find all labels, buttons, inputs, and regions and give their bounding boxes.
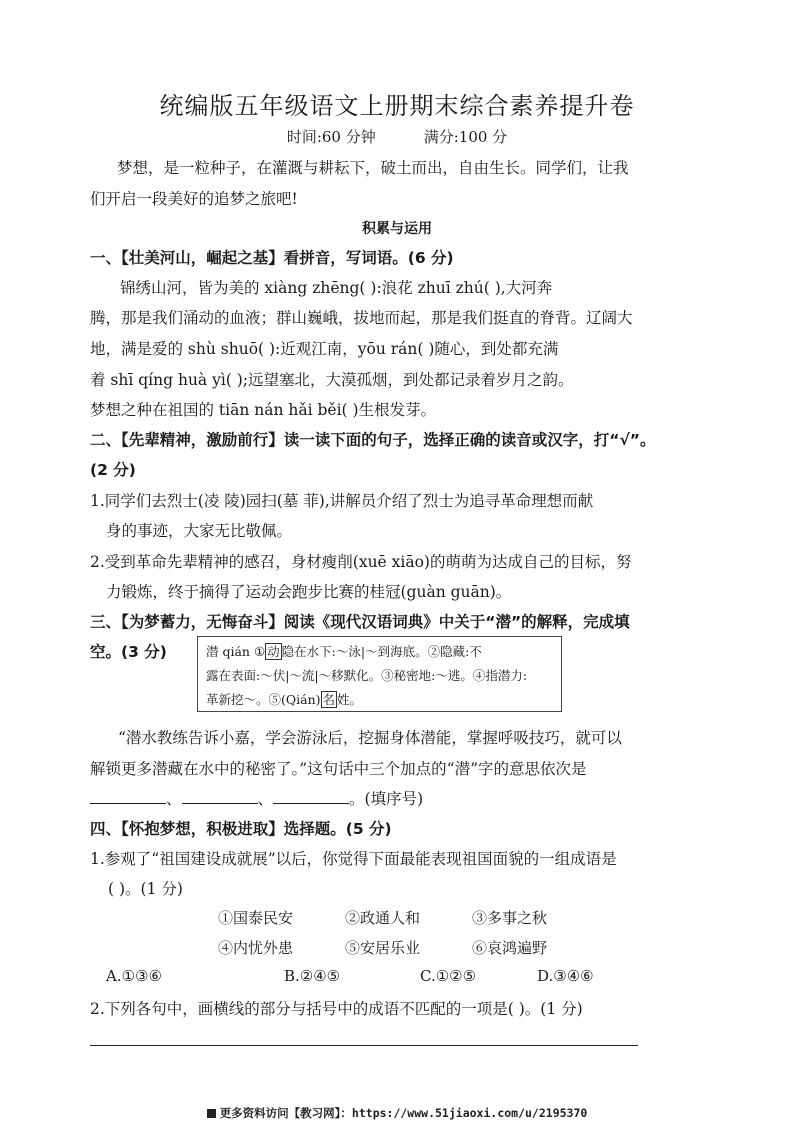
choice-a[interactable]: A.①③⑥ (106, 967, 162, 985)
dict-text: 革新挖～。⑤(Qián) (206, 692, 321, 707)
choice-c[interactable]: C.①②⑤ (420, 967, 477, 985)
q1-line: 着 shī qíng huà yì( );远望塞北，大漠孤烟，到处都记录着岁月之韵。 (90, 371, 574, 389)
pos-tag-noun: 名 (322, 692, 336, 707)
q1-line: 梦想之种在祖国的 tiān nán hǎi běi( )生根发芽。 (90, 401, 437, 419)
flag-icon (207, 1109, 216, 1118)
dict-text: 姓。 (337, 692, 363, 707)
q1-heading: 一、【壮美河山，崛起之基】看拼音，写词语。(6 分) (90, 249, 454, 267)
q2-item: 1.同学们去烈士(凌 陵)园扫(墓 菲),讲解员介绍了烈士为追寻革命理想而献 (90, 492, 594, 510)
q2-heading-score: (2 分) (90, 461, 136, 479)
answer-blank-1[interactable] (90, 789, 166, 804)
q1-line: 腾，那是我们涌动的血液；群山巍峨，拔地而起，那是我们挺直的脊背。辽阔大 (90, 309, 633, 327)
intro-line-2: 们开启一段美好的追梦之旅吧! (90, 190, 298, 208)
intro-line-1: 梦想，是一粒种子，在灌溉与耕耘下，破土而出，自由生长。同学们，让我 (117, 159, 629, 177)
idiom-option: ⑥哀鸿遍野 (472, 939, 548, 957)
idiom-option: ④内忧外患 (218, 939, 294, 957)
footer-link[interactable]: 更多资料访问【教习网】：https://www.51jiaoxi.com/u/2195370 (219, 1106, 588, 1120)
exam-score: 满分:100 分 (423, 128, 508, 146)
dictionary-entry-box (197, 636, 562, 712)
separator: 、 (257, 790, 274, 808)
fill-hint: 。(填序号) (349, 790, 424, 808)
choice-d[interactable]: D.③④⑥ (537, 967, 594, 985)
q3-fill-row (90, 787, 423, 809)
page-title: 统编版五年级语文上册期末综合素养提升卷 (159, 92, 635, 120)
exam-info (0, 126, 794, 147)
footer (0, 1105, 794, 1121)
separator: 、 (166, 790, 182, 808)
q2-item: 2.受到革命先辈精神的感召，身材瘦削(xuē xiāo)的萌萌为达成自己的目标，努 (90, 553, 632, 571)
idiom-option: ②政通人和 (345, 909, 421, 927)
pos-tag-verb: 动 (267, 644, 280, 659)
idiom-option: ①国泰民安 (218, 909, 294, 927)
section-title: 积累与运用 (362, 221, 432, 237)
q3-heading-score: 空。(3 分) (90, 643, 167, 661)
dict-text: 隐在水下:～泳|～到海底。②隐藏:不 (281, 644, 482, 659)
q3-heading: 三、【为梦蓄力，无悔奋斗】阅读《现代汉语词典》中关于“潜”的解释，完成填 (90, 613, 630, 631)
answer-blank-3[interactable] (273, 789, 349, 804)
q2-item: 力锻炼，终于摘得了运动会跑步比赛的桂冠(guàn guān)。 (106, 583, 512, 601)
q4-item-1: 1.参观了“祖国建设成就展”以后，你觉得下面最能表现祖国面貌的一组成语是 (90, 850, 617, 868)
q1-line: 锦绣山河，皆为美的 xiàng zhēng( ):浪花 zhuī zhú( ),大河奔 (120, 279, 553, 297)
divider-line (90, 1045, 638, 1046)
q2-item: 身的事迹，大家无比敬佩。 (106, 522, 293, 540)
q4-item-1-blank: ( )。(1 分) (108, 880, 183, 898)
q4-item-2: 2.下列各句中，画横线的部分与括号中的成语不匹配的一项是( )。(1 分) (90, 1000, 583, 1018)
dict-text: 潜 qián ① (206, 644, 266, 659)
q4-heading: 四、【怀抱梦想，积极进取】选择题。(5 分) (90, 820, 392, 838)
idiom-option: ③多事之秋 (472, 909, 548, 927)
choice-b[interactable]: B.②④⑤ (284, 967, 341, 985)
exam-time: 时间:60 分钟 (286, 128, 376, 146)
q3-passage: 解锁更多潜藏在水中的秘密了。”这句话中三个加点的“潜”字的意思依次是 (90, 760, 587, 778)
q1-line: 地，满是爱的 shù shuō( ):近观江南，yōu rán( )随心，到处都充满 (90, 340, 559, 358)
q3-passage: “潜水教练告诉小嘉，学会游泳后，挖掘身体潜能，掌握呼吸技巧，就可以 (118, 729, 622, 747)
q2-heading: 二、【先辈精神，激励前行】读一读下面的句子，选择正确的读音或汉字，打“√”。 (90, 431, 656, 449)
idiom-option: ⑤安居乐业 (345, 939, 421, 957)
answer-blank-2[interactable] (182, 789, 258, 804)
dict-text: 露在表面:～伏|～流|～移默化。③秘密地:～逃。④指潜力: (206, 668, 528, 683)
